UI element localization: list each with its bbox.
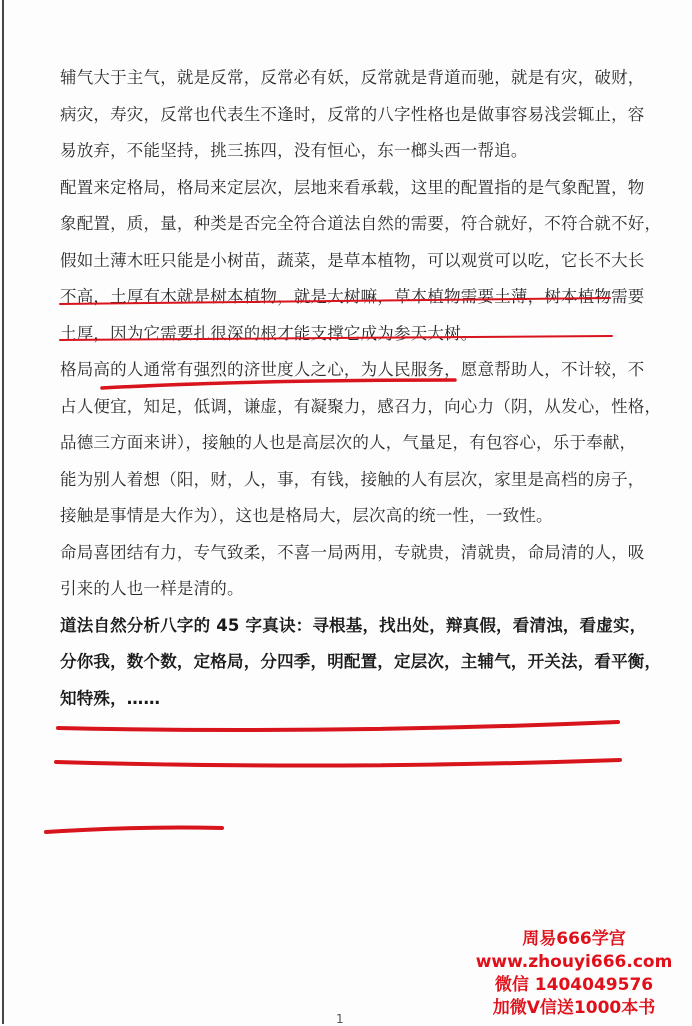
text-line: 格局高的人通常有强烈的济世度人之心，为人民服务，愿意帮助人，不计较，不 <box>60 360 645 379</box>
text-line: 土厚，因为它需要扎很深的根才能支撑它成为参天大树。 <box>60 323 478 343</box>
watermark-offer: 加微V信送1000本书 <box>492 998 656 1018</box>
bold-text-line: 知特殊，…… <box>60 688 161 708</box>
text-line: 能为别人着想（阳，财，人，事，有钱，接触的人有层次，家里是高档的房子， <box>60 469 645 489</box>
watermark-url: www.zhouyi666.com <box>475 952 673 972</box>
underline-mark <box>58 722 618 730</box>
watermark-wechat: 微信 1404049576 <box>494 975 654 995</box>
bold-text-line: 分你我，数个数，定格局，分四季，明配置，定层次，主辅气，开关法，看平衡， <box>60 652 662 671</box>
text-line: 接触是事情是大作为），这也是格局大，层次高的统一性，一致性。 <box>60 506 553 525</box>
text-line: 占人便宜，知足，低调，谦虚，有凝聚力，感召力，向心力（阴，从发心，性格， <box>60 396 662 416</box>
text-line: 配置来定格局，格局来定层次，层地来看承载，这里的配置指的是气象配置，物 <box>60 177 645 197</box>
page-left-border <box>2 0 4 1024</box>
watermark-title: 周易666学宫 <box>522 929 626 949</box>
text-line: 病灾，寿灾，反常也代表生不逢时，反常的八字性格也是做事容易浅尝辄止，容 <box>60 104 645 124</box>
bold-text-line: 道法自然分析八字的 45 字真诀：寻根基，找出处，辩真假，看清浊，看虚实， <box>60 615 647 635</box>
text-line: 辅气大于主气，就是反常，反常必有妖，反常就是背道而驰，就是有灾，破财， <box>60 68 645 87</box>
text-line: 品德三方面来讲），接触的人也是高层次的人，气量足，有包容心，乐于奉献， <box>60 433 637 452</box>
document-body <box>60 60 662 717</box>
text-line: 象配置，质，量，种类是否完全符合道法自然的需要，符合就好，不符合就不好， <box>60 214 662 233</box>
text-line: 易放弃，不能坚持，挑三拣四，没有恒心，东一榔头西一帮追。 <box>60 141 528 160</box>
text-line: 引来的人也一样是清的。 <box>60 579 244 598</box>
text-line: 命局喜团结有力，专气致柔，不喜一局两用，专就贵，清就贵，命局清的人，吸 <box>60 542 645 562</box>
underline-mark <box>46 828 222 833</box>
text-line: 假如土薄木旺只能是小树苗，蔬菜，是草本植物，可以观赏可以吃，它长不大长 <box>60 250 645 270</box>
watermark <box>464 928 684 1020</box>
underline-mark <box>56 760 620 766</box>
page-number: 1 <box>336 1012 344 1026</box>
text-line: 不高，土厚有木就是树本植物，就是大树嘛，草本植物需要土薄，树本植物需要 <box>60 287 645 306</box>
